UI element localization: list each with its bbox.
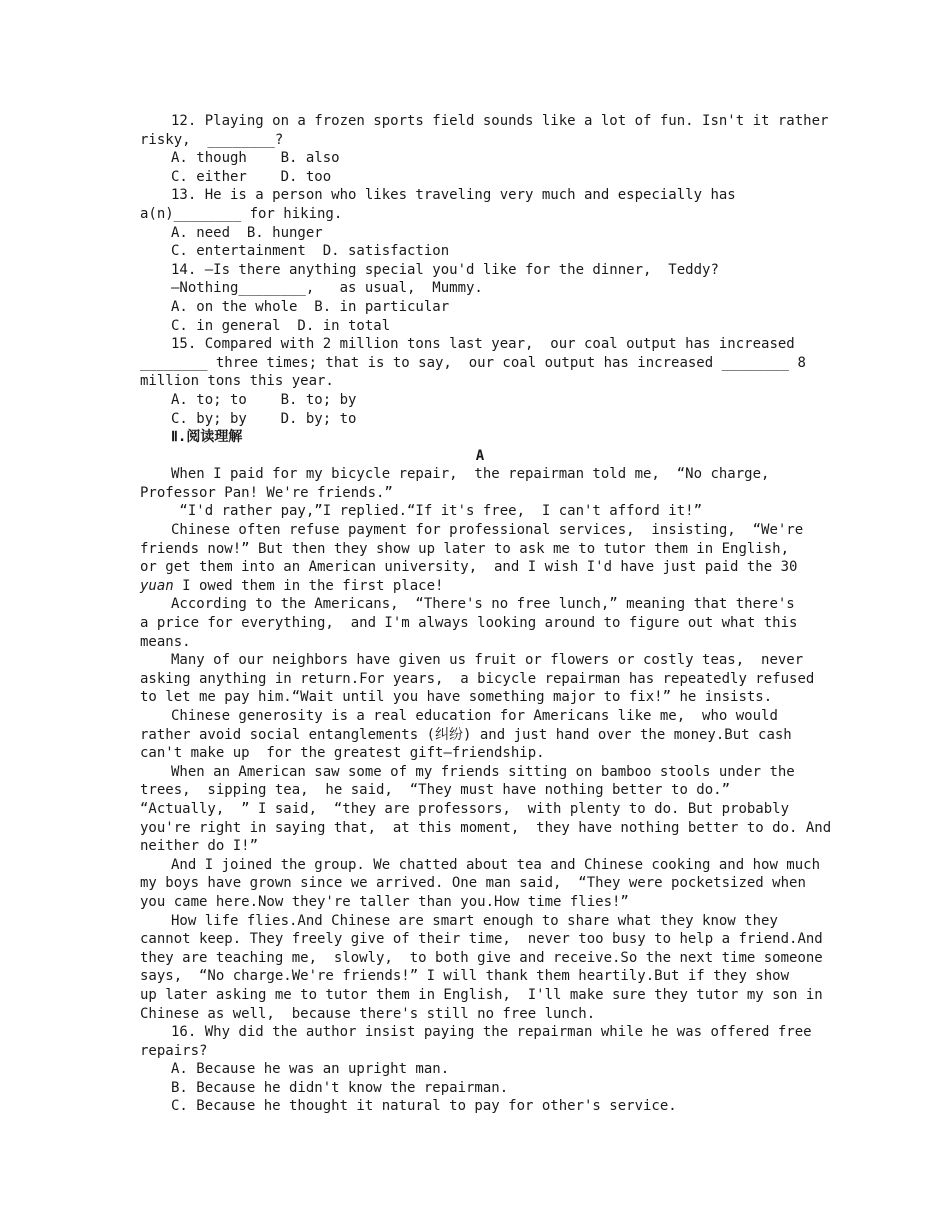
text-line: C. in general D. in total (171, 317, 391, 334)
text-line: they are teaching me, slowly, to both give and receive.So the next time someone (140, 949, 823, 966)
text-line: According to the Americans, “There's no free lunch,” meaning that there's (171, 596, 795, 613)
text-line: A. need B. hunger (171, 224, 323, 241)
text-line: rather avoid social entanglements (纠纷) and just hand over the money.But cash (140, 726, 792, 743)
text-line: B. Because he didn't know the repairman. (171, 1079, 509, 1096)
text-line: Chinese often refuse payment for professional services, insisting, “We're (171, 522, 804, 539)
text-line: Chinese as well, because there's still no free lunch. (140, 1005, 596, 1022)
text-line: to let me pay him.“Wait until you have something major to fix!” he insists. (140, 689, 773, 706)
document-page (140, 112, 832, 1116)
text-line: 13. He is a person who likes traveling very much and especially has (171, 187, 736, 204)
text-line: A. Because he was an upright man. (171, 1061, 450, 1078)
text-line: 14. —Is there anything special you'd like for the dinner, Teddy? (171, 261, 719, 278)
text-line: friends now!” But then they show up later to ask me to tutor them in English, (140, 540, 790, 557)
text-line: A. though B. also (171, 150, 340, 167)
text-line: million tons this year. (140, 373, 334, 390)
text-line: ________ three times; that is to say, our coal output has increased ________ 8 (140, 354, 806, 371)
italic-word: yuan (140, 577, 174, 594)
text-line: C. by; by D. by; to (171, 410, 357, 427)
section-heading: Ⅱ.阅读理解 (171, 429, 243, 446)
text-line: means. (140, 633, 191, 650)
text-line: Many of our neighbors have given us fruit or flowers or costly teas, never (171, 652, 804, 669)
text-line: my boys have grown since we arrived. One man said, “They were pocketsized when (140, 875, 806, 892)
text-line: C. Because he thought it natural to pay for other's service. (171, 1098, 677, 1115)
text-line: trees, sipping tea, he said, “They must have nothing better to do.” (140, 782, 731, 799)
text-line: a(n)________ for hiking. (140, 205, 343, 222)
text-line: A. on the whole B. in particular (171, 298, 450, 315)
text-line: —Nothing________, as usual, Mummy. (171, 280, 483, 297)
text-line: 16. Why did the author insist paying the repairman while he was offered free (171, 1024, 812, 1041)
text-line: “Actually, ” I said, “they are professors, with plenty to do. But probably (140, 800, 790, 817)
text-line: 12. Playing on a frozen sports field sounds like a lot of fun. Isn't it rather (171, 113, 829, 129)
text-line: up later asking me to tutor them in English, I'll make sure they tutor my son in (140, 986, 823, 1003)
text-line: C. entertainment D. satisfaction (171, 243, 450, 260)
text-line: a price for everything, and I'm always looking around to figure out what this (140, 615, 798, 632)
text-line: yuan I owed them in the first place! (140, 577, 444, 594)
text-line: or get them into an American university, and I wish I'd have just paid the 30 (140, 559, 798, 576)
text-line: When an American saw some of my friends sitting on bamboo stools under the (171, 763, 795, 780)
text-line: “I'd rather pay,”I replied.“If it's free, I can't afford it!” (171, 503, 703, 520)
text-line: Professor Pan! We're friends.” (140, 484, 393, 501)
text-line: repairs? (140, 1042, 208, 1059)
text-line: And I joined the group. We chatted about tea and Chinese cooking and how much (171, 856, 821, 873)
text-line: cannot keep. They freely give of their time, never too busy to help a friend.And (140, 931, 823, 948)
text-line: risky, ________? (140, 131, 284, 148)
text-line: neither do I!” (140, 838, 259, 855)
text-line: asking anything in return.For years, a bicycle repairman has repeatedly refused (140, 670, 815, 687)
text-line: How life flies.And Chinese are smart enough to share what they know they (171, 912, 778, 929)
section-heading: A (475, 447, 485, 464)
text-line: Chinese generosity is a real education for Americans like me, who would (171, 708, 778, 724)
text-line: you're right in saying that, at this moment, they have nothing better to do. And (140, 819, 832, 836)
text-line: C. either D. too (171, 168, 332, 185)
text-line: A. to; to B. to; by (171, 391, 357, 408)
text-line: can't make up for the greatest gift—friendship. (140, 745, 545, 762)
text-line: says, “No charge.We're friends!” I will thank them heartily.But if they show (140, 968, 790, 985)
text-line: When I paid for my bicycle repair, the repairman told me, “No charge, (171, 466, 770, 483)
text-line: you came here.Now they're taller than you.How time flies!” (140, 893, 629, 910)
text-line: 15. Compared with 2 million tons last year, our coal output has increased (171, 336, 795, 353)
